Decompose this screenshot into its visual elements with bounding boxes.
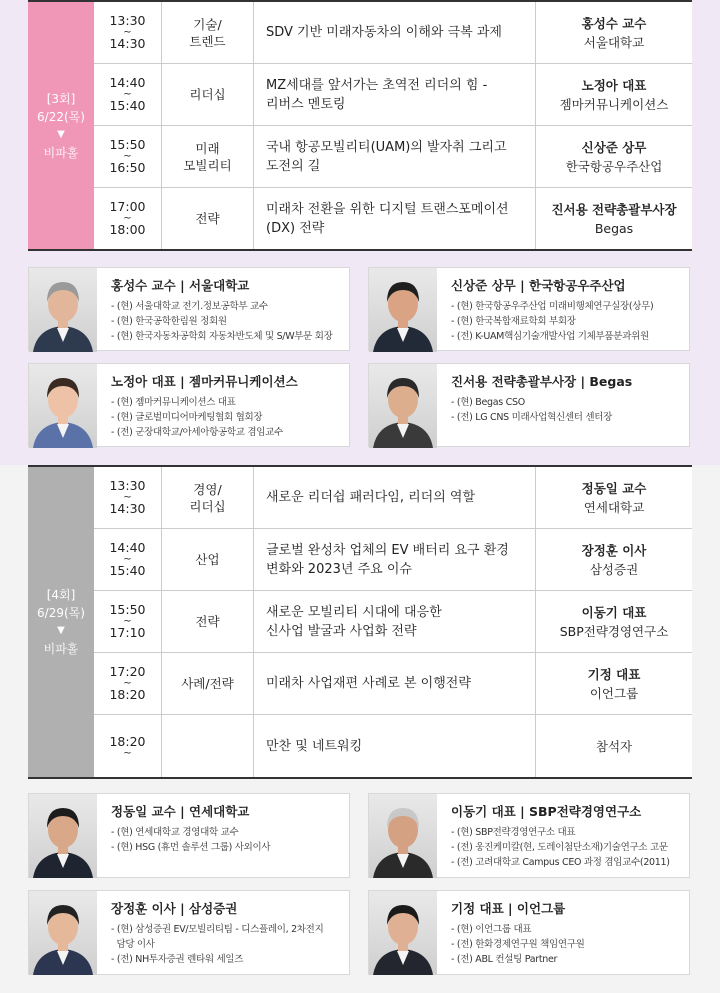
session-label xyxy=(28,2,94,249)
speaker-org: 참석자 xyxy=(595,738,633,754)
category-cell: 미래 모빌리티 xyxy=(162,126,254,187)
profile-text xyxy=(111,373,343,440)
speaker-name: 신상준 상무 xyxy=(581,139,647,155)
speaker-name: 노정아 대표 xyxy=(581,77,647,93)
table-row xyxy=(94,653,692,715)
profile-career-line: 담당 이사 xyxy=(111,939,155,950)
time-end: 18:00 xyxy=(109,222,146,237)
speaker-photo xyxy=(369,364,437,448)
time-cell xyxy=(94,653,162,714)
speaker-photo xyxy=(369,268,437,352)
time-cell xyxy=(94,715,162,777)
profile-name: 노정아 대표 | 젬마커뮤니케이션스 xyxy=(111,374,298,389)
session-date: 6/29(목) xyxy=(37,606,85,620)
lecture-title: 새로운 리더쉽 패러다임, 리더의 역할 xyxy=(254,467,536,528)
time-tilde: ~ xyxy=(123,213,132,224)
profile-text xyxy=(451,373,683,425)
speaker-photo xyxy=(29,794,97,878)
category-cell: 산업 xyxy=(162,529,254,590)
session-date: 6/22(목) xyxy=(37,109,85,124)
profile-text xyxy=(451,277,683,344)
table-row xyxy=(94,715,692,777)
speaker-cell xyxy=(536,715,692,777)
table-row xyxy=(94,188,692,249)
speaker-profile-card xyxy=(28,890,350,975)
speaker-org: SBP전략경영연구소 xyxy=(559,623,669,639)
lecture-title: 미래차 사업재편 사례로 본 이행전략 xyxy=(254,653,536,714)
session-4-table xyxy=(28,465,692,779)
profile-career-line: - (전) K-UAM핵심기술개발사업 기체부품분과위원 xyxy=(451,331,649,342)
speaker-name: 진서용 전략총괄부사장 xyxy=(551,201,677,217)
profile-career-line: - (현) 이언그룹 대표 xyxy=(451,924,532,935)
speaker-cell xyxy=(536,2,692,63)
time-start: 13:30 xyxy=(109,13,146,28)
table-row xyxy=(94,2,692,64)
category-cell: 경영/ 리더십 xyxy=(162,467,254,528)
time-end: 14:30 xyxy=(109,501,146,516)
profile-career-line: - (현) 삼성증권 EV/모빌리티팀 - 디스플레이, 2차전지 xyxy=(111,924,324,935)
time-tilde: ~ xyxy=(123,492,132,503)
session-venue: 비파홀 xyxy=(43,642,79,656)
table-row xyxy=(94,467,692,529)
profile-career-line: - (현) Begas CSO xyxy=(451,397,525,408)
speaker-org: 연세대학교 xyxy=(583,499,645,515)
speaker-photo xyxy=(369,794,437,878)
time-start: 13:30 xyxy=(109,478,146,493)
lecture-title: 새로운 모빌리티 시대에 대응한 신사업 발굴과 사업화 전략 xyxy=(254,591,536,652)
time-start: 14:40 xyxy=(109,540,146,555)
category-cell xyxy=(162,715,254,777)
speaker-photo xyxy=(29,364,97,448)
schedule-rows xyxy=(94,2,692,249)
speaker-org: Begas xyxy=(594,220,634,236)
portrait-photo xyxy=(369,891,437,975)
profile-name: 홍성수 교수 | 서울대학교 xyxy=(111,278,250,293)
lecture-title: MZ세대를 앞서가는 초역전 리더의 힘 - 리버스 멘토링 xyxy=(254,64,536,125)
speaker-cell xyxy=(536,64,692,125)
speaker-org: 서울대학교 xyxy=(583,34,645,50)
speaker-profile-card xyxy=(28,363,350,447)
category-cell: 전략 xyxy=(162,591,254,652)
profile-text xyxy=(451,900,683,967)
profile-career-line: - (전) 웅진케미칼(현, 도레이첨단소재)기술연구소 고문 xyxy=(451,842,668,853)
profile-name: 이동기 대표 | SBP전략경영연구소 xyxy=(451,804,642,819)
time-cell xyxy=(94,126,162,187)
portrait-photo xyxy=(369,794,437,878)
profile-name: 진서용 전략총괄부사장 | Begas xyxy=(451,374,633,389)
down-triangle-icon: ▼ xyxy=(57,625,65,636)
session-label xyxy=(28,467,94,777)
portrait-photo xyxy=(29,891,97,975)
portrait-photo xyxy=(369,364,437,448)
time-cell xyxy=(94,591,162,652)
profile-career-line: - (현) 한국항공우주산업 미래비행체연구실장(상무) xyxy=(451,301,654,312)
profile-career-line: - (전) LG CNS 미래사업혁신센터 센터장 xyxy=(451,412,612,423)
time-end: 15:40 xyxy=(109,98,146,113)
speaker-profile-card xyxy=(28,793,350,878)
time-end: 14:30 xyxy=(109,36,146,51)
time-start: 15:50 xyxy=(109,602,146,617)
profile-career-line: - (전) 군장대학교/아세아항공학교 겸임교수 xyxy=(111,427,283,438)
speaker-profile-card xyxy=(28,267,350,351)
time-cell xyxy=(94,467,162,528)
session-3-table xyxy=(28,0,692,251)
profile-name: 기정 대표 | 이언그룹 xyxy=(451,901,566,916)
session-number: [4회] xyxy=(46,588,76,602)
speaker-name: 장정훈 이사 xyxy=(581,542,647,558)
schedule-rows xyxy=(94,467,692,777)
speaker-org: 삼성증권 xyxy=(589,561,639,577)
session-number: [3회] xyxy=(46,91,76,106)
time-end: 16:50 xyxy=(109,160,146,175)
category-cell: 리더십 xyxy=(162,64,254,125)
profile-text xyxy=(111,900,343,967)
speaker-photo xyxy=(29,891,97,975)
profile-name: 장정훈 이사 | 삼성증권 xyxy=(111,901,238,916)
time-cell xyxy=(94,2,162,63)
time-start: 17:00 xyxy=(109,199,146,214)
profile-career-line: - (현) 서울대학교 전기.정보공학부 교수 xyxy=(111,301,268,312)
speaker-cell xyxy=(536,529,692,590)
lecture-title: SDV 기반 미래자동차의 이해와 극복 과제 xyxy=(254,2,536,63)
speaker-name: 홍성수 교수 xyxy=(581,15,647,31)
time-cell xyxy=(94,64,162,125)
profile-text xyxy=(451,803,683,870)
speaker-cell xyxy=(536,653,692,714)
speaker-profile-card xyxy=(368,363,690,447)
profile-career-line: - (현) 한국자동차공학회 자동차반도체 및 S/W부문 회장 xyxy=(111,331,333,342)
speaker-cell xyxy=(536,188,692,249)
time-end: 15:40 xyxy=(109,563,146,578)
speaker-cell xyxy=(536,126,692,187)
speaker-org: 이언그룹 xyxy=(589,685,639,701)
speaker-cell xyxy=(536,591,692,652)
portrait-photo xyxy=(369,268,437,352)
profile-career-line: - (전) 한화경제연구원 책임연구원 xyxy=(451,939,585,950)
speaker-profile-card xyxy=(368,267,690,351)
time-start: 18:20 xyxy=(109,733,146,749)
speaker-name: 기정 대표 xyxy=(587,666,641,682)
time-tilde: ~ xyxy=(123,554,132,565)
lecture-title: 미래차 전환을 위한 디지털 트랜스포메이션 (DX) 전략 xyxy=(254,188,536,249)
speaker-org: 한국항공우주산업 xyxy=(565,158,663,174)
time-tilde: ~ xyxy=(123,747,132,759)
profile-text xyxy=(111,803,343,855)
profile-career-line: - (현) 연세대학교 경영대학 교수 xyxy=(111,827,239,838)
category-cell: 전략 xyxy=(162,188,254,249)
lecture-title: 글로벌 완성차 업체의 EV 배터리 요구 환경 변화와 2023년 주요 이슈 xyxy=(254,529,536,590)
time-tilde: ~ xyxy=(123,151,132,162)
speaker-org: 젬마커뮤니케이션스 xyxy=(559,96,669,112)
time-tilde: ~ xyxy=(123,678,132,689)
time-end: 17:10 xyxy=(109,625,146,640)
profile-career-line: - (현) HSG (휴먼 솔루션 그룹) 사외이사 xyxy=(111,842,271,853)
session-venue: 비파홀 xyxy=(43,145,79,160)
table-row xyxy=(94,591,692,653)
table-row xyxy=(94,64,692,126)
time-start: 14:40 xyxy=(109,75,146,90)
table-row xyxy=(94,529,692,591)
portrait-photo xyxy=(29,268,97,352)
speaker-cell xyxy=(536,467,692,528)
profile-career-line: - (현) SBP전략경영연구소 대표 xyxy=(451,827,576,838)
profile-name: 신상준 상무 | 한국항공우주산업 xyxy=(451,278,626,293)
category-cell: 사례/전략 xyxy=(162,653,254,714)
speaker-photo xyxy=(29,268,97,352)
time-tilde: ~ xyxy=(123,616,132,627)
lecture-title: 만찬 및 네트워킹 xyxy=(254,715,536,777)
lecture-title: 국내 항공모빌리티(UAM)의 발자취 그리고 도전의 길 xyxy=(254,126,536,187)
time-start: 17:20 xyxy=(109,664,146,679)
time-tilde: ~ xyxy=(123,89,132,100)
time-start: 15:50 xyxy=(109,137,146,152)
profile-career-line: - (현) 한국공학한림원 정회원 xyxy=(111,316,227,327)
speaker-name: 이동기 대표 xyxy=(581,604,647,620)
profile-career-line: - (현) 젬마커뮤니케이션스 대표 xyxy=(111,397,236,408)
speaker-profile-card xyxy=(368,793,690,878)
portrait-photo xyxy=(29,794,97,878)
profile-career-line: - (현) 한국복합재료학회 부회장 xyxy=(451,316,576,327)
speaker-photo xyxy=(369,891,437,975)
portrait-photo xyxy=(29,364,97,448)
time-cell xyxy=(94,188,162,249)
speaker-profile-card xyxy=(368,890,690,975)
time-cell xyxy=(94,529,162,590)
down-triangle-icon: ▼ xyxy=(57,128,65,140)
profile-name: 정동일 교수 | 연세대학교 xyxy=(111,804,250,819)
category-cell: 기술/ 트렌드 xyxy=(162,2,254,63)
table-row xyxy=(94,126,692,188)
profile-career-line: - (전) ABL 컨설팅 Partner xyxy=(451,954,558,965)
profile-text xyxy=(111,277,343,344)
profile-career-line: - (전) NH투자증권 렌타워 세일즈 xyxy=(111,954,244,965)
speaker-name: 정동일 교수 xyxy=(581,480,647,496)
time-tilde: ~ xyxy=(123,27,132,38)
profile-career-line: - (현) 글로벌미디어마케팅협회 협회장 xyxy=(111,412,263,423)
profile-career-line: - (전) 고려대학교 Campus CEO 과정 겸임교수(2011) xyxy=(451,857,670,868)
time-end: 18:20 xyxy=(109,687,146,702)
